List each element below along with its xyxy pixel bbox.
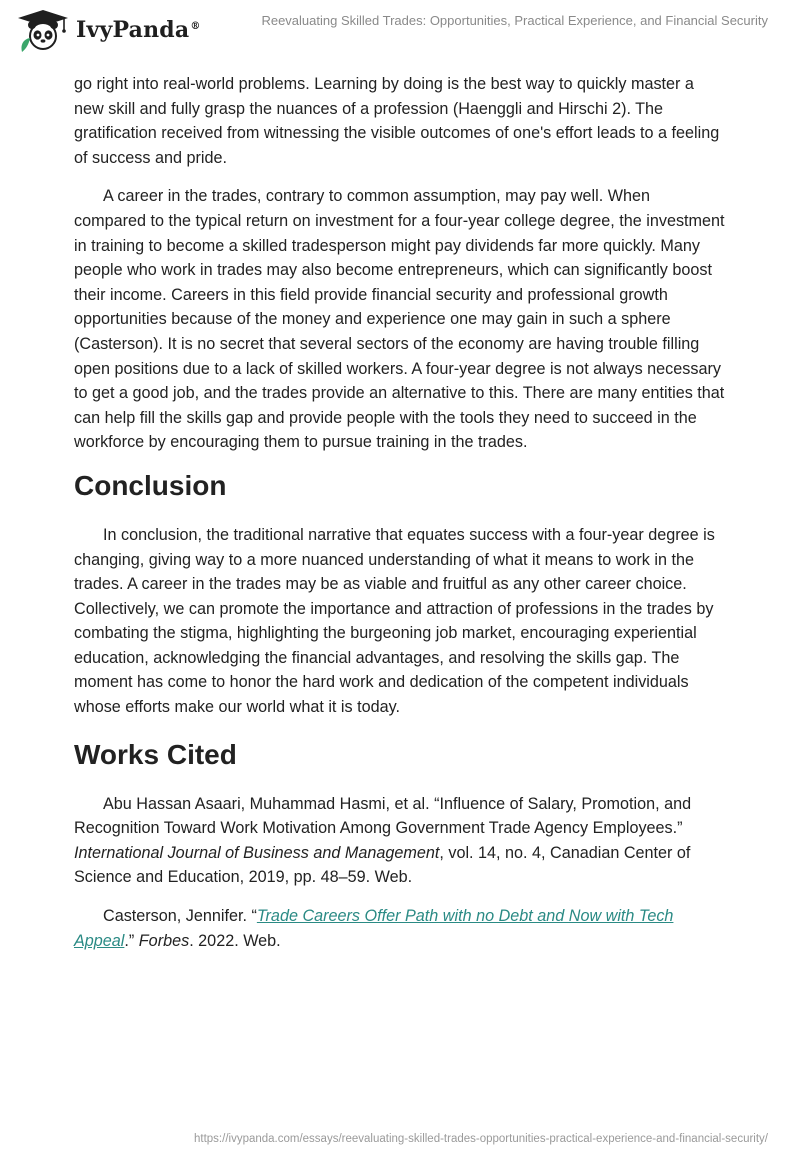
citation-entry-2: Casterson, Jennifer. “Trade Careers Offer Path with no Debt and Now with Tech Appeal.” Forbes. 2022. Web. bbox=[74, 907, 674, 950]
brand-name: IvyPanda® bbox=[76, 17, 201, 43]
works-cited-heading: Works Cited bbox=[74, 738, 237, 770]
panda-graduate-icon bbox=[14, 8, 72, 52]
conclusion-heading: Conclusion bbox=[74, 469, 227, 501]
citation-entry-1: Abu Hassan Asaari, Muhammad Hasmi, et al. “Influence of Salary, Promotion, and Recognition Toward Work Motivation Among Government Trade Agency Employees.” International Journal of Business and Management, vol. 14, no. 4, Canadian Center of Science and Education, 2019, pp. 48–59. Web. bbox=[74, 794, 692, 887]
essay-content bbox=[74, 72, 726, 967]
journal-title: International Journal of Business and Management bbox=[74, 843, 440, 862]
source-url[interactable]: https://ivypanda.com/essays/reevaluating-skilled-trades-opportunities-practical-experience-and-financial-security/ bbox=[194, 1133, 768, 1145]
page-header bbox=[0, 0, 800, 64]
article-link[interactable]: Trade Careers Offer Path with no Debt and Now with Tech Appeal bbox=[74, 907, 674, 950]
document-title: Reevaluating Skilled Trades: Opportunities, Practical Experience, and Financial Security bbox=[261, 13, 768, 28]
conclusion-paragraph: In conclusion, the traditional narrative that equates success with a four-year degree is changing, giving way to a more nuanced understanding of what it means to work in the trades. A career in the trades may be as viable and fruitful as any other career choice. Collectively, we can promote the importance and attraction of professions in the trades by combating the stigma, highlighting the burgeoning job market, encouraging experiential education, acknowledging the financial advantages, and resolving the skills gap. The moment has come to honor the hard work and dedication of the competent individuals whose efforts make our world what it is today. bbox=[74, 525, 715, 717]
body-paragraph-2: A career in the trades, contrary to common assumption, may pay well. When compared to the typical return on investment for a four-year college degree, the investment in training to become a skilled tradesperson might pay dividends far more quickly. Many people who work in trades may also become entrepreneurs, which can significantly boost their income. Careers in this field provide financial security and professional growth opportunities because of the money and experience one may gain in such a sphere (Casterson). It is no secret that several sectors of the economy are having trouble filling open positions due to a lack of skilled workers. A four-year degree is not always necessary to get a good job, and the trades provide an alternative to this. There are many entities that can help fill the skills gap and provide people with the tools they need to succeed in the workforce by encouraging them to pursue training in the trades. bbox=[74, 187, 725, 452]
publication-title: Forbes bbox=[138, 931, 190, 950]
ivypanda-logo[interactable] bbox=[14, 8, 201, 52]
body-paragraph-1: go right into real-world problems. Learning by doing is the best way to quickly master a new skill and fully grasp the nuances of a profession (Haenggli and Hirschi 2). The gratification received from witnessing the visible outcomes of one's effort leads to a feeling of success and pride. bbox=[74, 75, 720, 167]
